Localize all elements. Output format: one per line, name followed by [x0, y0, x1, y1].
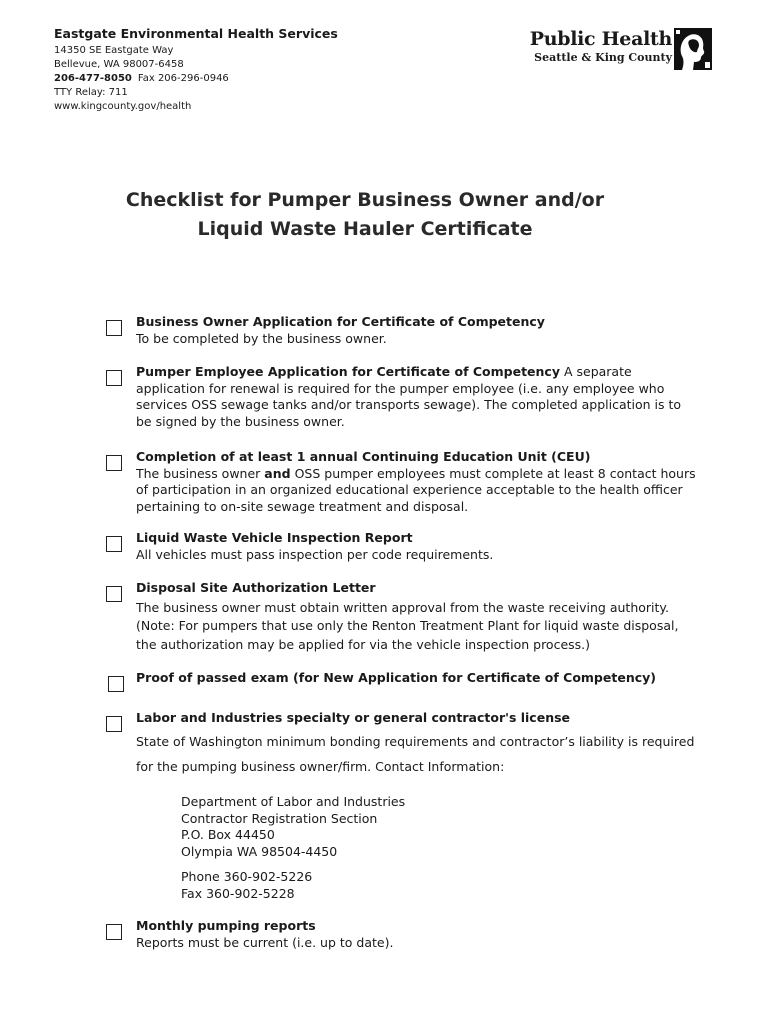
item-title: Labor and Industries specialty or general contractor's license: [136, 710, 571, 725]
checkbox[interactable]: [106, 320, 122, 336]
tty-relay: TTY Relay: 711: [54, 87, 128, 98]
king-county-portrait-icon: [674, 28, 712, 70]
document-title: [0, 186, 730, 244]
website-link[interactable]: www.kingcounty.gov/health: [54, 101, 192, 112]
item-title: Completion of at least 1 annual Continuing Education Unit (CEU): [136, 449, 591, 464]
address-line: P.O. Box 44450: [181, 827, 275, 842]
item-description: State of Washington minimum bonding requirements and contractor’s liability is required for the pumping business owner/firm. Contact Information:: [136, 733, 695, 774]
item-description: A separate application for renewal is required for the pumper employee (i.e. any employee who services OSS sewage tanks and/or transports sewage). The completed application is to be signed by the business owner.: [136, 364, 682, 429]
fax-number: Fax 206-296-0946: [137, 73, 229, 84]
labor-industries-phone-fax: [181, 869, 312, 902]
agency-contact-block: [54, 26, 338, 114]
item-description: All vehicles must pass inspection per code requirements.: [136, 546, 494, 562]
description-part: OSS pumper employees must complete at least 8 contact hours of participation in an organized educational experience acceptable to the health officer pertaining to on-site sewage treatment and disposal.: [136, 465, 696, 514]
logo-title: Public Health: [529, 28, 672, 50]
item-description: [136, 466, 696, 516]
item-title: Liquid Waste Vehicle Inspection Report: [136, 530, 413, 545]
city-state-zip: Bellevue, WA 98007-6458: [54, 59, 184, 70]
item-description: Reports must be current (i.e. up to date).: [136, 934, 394, 950]
item-description: To be completed by the business owner.: [136, 330, 387, 346]
item-title: Proof of passed exam (for New Application for Certificate of Competency): [136, 670, 656, 685]
phone-number: 206-477-8050: [54, 73, 132, 84]
item-content: [136, 710, 696, 779]
item-content: [136, 918, 696, 951]
address-line: Department of Labor and Industries: [181, 794, 406, 809]
description-emphasis: and: [264, 465, 291, 481]
contact-phone: Phone 360-902-5226: [181, 869, 313, 884]
item-description: The business owner must obtain written approval from the waste receiving authority. (Note: For pumpers that use only the Renton Treatment Plant for liquid waste disposal, the authorization may be applied for via the vehicle inspection process.): [136, 599, 679, 652]
contact-fax: Fax 360-902-5228: [181, 885, 295, 901]
street-address: 14350 SE Eastgate Way: [54, 45, 174, 56]
labor-industries-address: [181, 794, 405, 860]
item-content: [136, 530, 696, 563]
checkbox[interactable]: [108, 676, 124, 692]
checkbox[interactable]: [106, 924, 122, 940]
item-content: [136, 670, 696, 687]
item-content: [136, 314, 696, 347]
item-content: [136, 364, 696, 430]
item-title: Pumper Employee Application for Certificate of Competency: [136, 364, 560, 379]
phone-fax-line: [54, 72, 338, 86]
item-title: Business Owner Application for Certificate of Competency: [136, 314, 545, 329]
logo-text: [516, 27, 672, 65]
address-line: Olympia WA 98504-4450: [181, 843, 338, 859]
checkbox[interactable]: [106, 455, 122, 471]
checkbox[interactable]: [106, 586, 122, 602]
item-title: Monthly pumping reports: [136, 918, 316, 933]
public-health-logo: [516, 27, 716, 73]
agency-name: Eastgate Environmental Health Services: [54, 26, 338, 41]
checkbox[interactable]: [106, 716, 122, 732]
address-line: Contractor Registration Section: [181, 810, 378, 826]
item-content: [136, 449, 696, 515]
checkbox[interactable]: [106, 536, 122, 552]
item-content: [136, 580, 696, 654]
description-part: The business owner: [136, 465, 261, 481]
item-title: Disposal Site Authorization Letter: [136, 580, 376, 595]
title-line-1: Checklist for Pumper Business Owner and/or: [125, 189, 605, 211]
checkbox[interactable]: [106, 370, 122, 386]
title-line-2: Liquid Waste Hauler Certificate: [197, 218, 533, 240]
logo-subtitle: Seattle & King County: [534, 51, 672, 64]
